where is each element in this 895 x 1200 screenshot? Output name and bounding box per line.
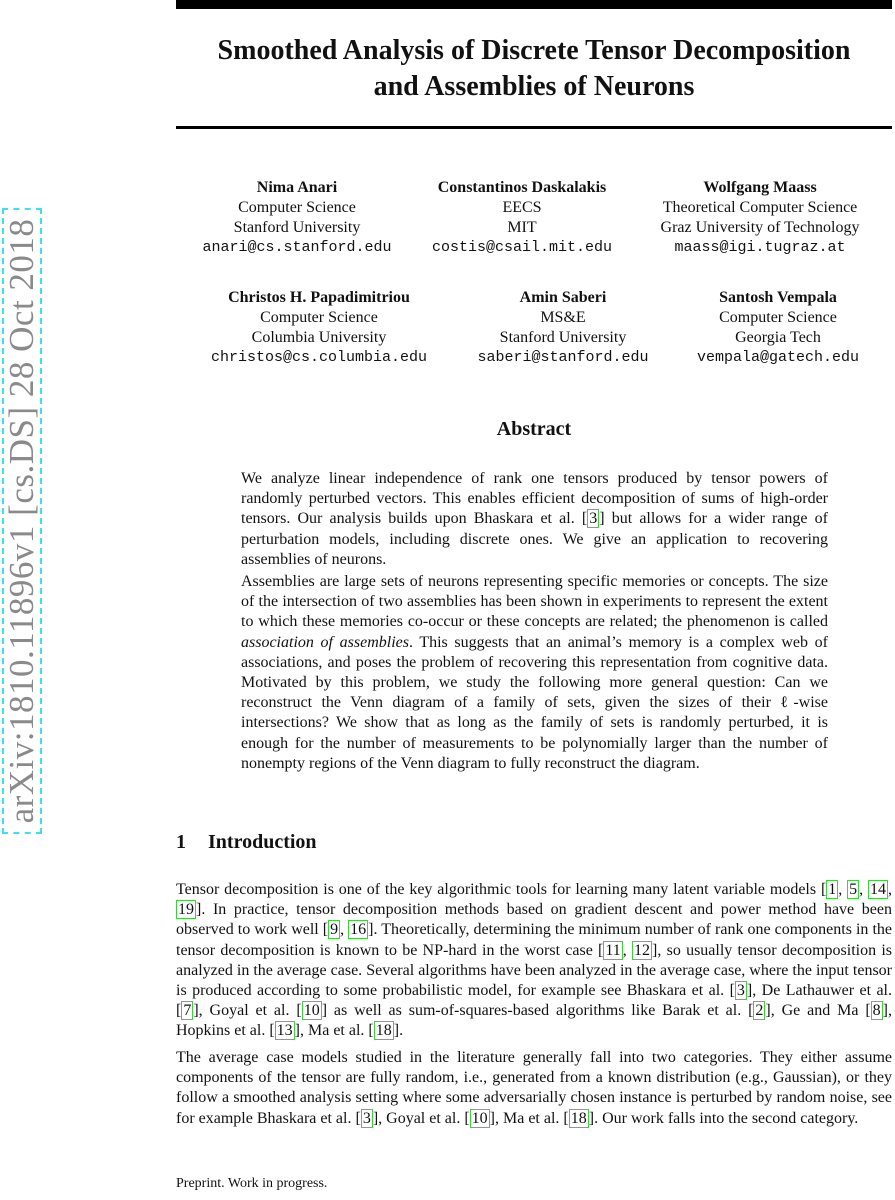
text-run: ], Goyal et al. [: [372, 1109, 470, 1127]
citation-link[interactable]: 16: [350, 921, 367, 939]
author-email[interactable]: anari@cs.stanford.edu: [202, 239, 392, 256]
top-rule: [176, 0, 892, 9]
citation-link[interactable]: 14: [870, 881, 886, 898]
abstract-paragraph-1: [241, 469, 828, 570]
author-name: Wolfgang Maass: [703, 179, 817, 196]
text-run: ,: [340, 921, 349, 939]
text-run: The average case models studied in the literature generally fall into two categories. They either assume components of the tensor are fully random, i.e., generated from a known distribution (e.g., Gaussian), or they follow a smoothed analysis setting where some adversarially chosen instance is perturbed by random noise, see for example Bhaskara et al. [: [176, 1049, 892, 1127]
citation-link[interactable]: 12: [634, 941, 651, 959]
section-heading: [176, 831, 317, 854]
emphasis-text: association of assemblies: [241, 633, 409, 651]
text-run: ] as well as sum-of-squares-based algorithms like Barak et al. [: [321, 1002, 754, 1020]
text-run: Assemblies are large sets of neurons representing specific memories or concepts. The size of the intersection of two assemblies has been shown in experiments to represent the extent to which these memories co-occur or these concepts are related; the phenomenon is called: [241, 573, 828, 631]
text-run: ], so usually tensor decomposition is analyzed in the average case. Several algorithms have been analyzed in the average case, where the input tensor is produced according to some probabilistic model, for example see Bhaskara et al. [: [176, 941, 893, 1000]
title-line-1: Smoothed Analysis of Discrete Tensor Decomposition: [217, 35, 851, 66]
author-inst: MIT: [507, 219, 537, 236]
citation-link[interactable]: 9: [330, 921, 339, 939]
author-dept: MS&E: [540, 309, 586, 326]
text-run: ]. In practice, tensor decomposition methods based on gradient descent and power method have been observed to work well [: [176, 901, 892, 939]
text-run: ] but allows for a wider range of perturbation models, including discrete ones. We give an application to recovering assemblies of neurons.: [241, 510, 828, 568]
citation-link[interactable]: 8: [872, 1002, 881, 1020]
text-run: ], Ma et al. [: [489, 1109, 569, 1127]
intro-paragraph-1: [176, 880, 892, 1042]
author-block: [202, 178, 391, 258]
citation-link[interactable]: 3: [589, 510, 598, 528]
title-line-2: and Assemblies of Neurons: [373, 71, 695, 102]
footnote: Preprint. Work in progress.: [176, 1176, 328, 1191]
section-number: 1: [176, 831, 186, 853]
citation-link[interactable]: 5: [849, 881, 858, 898]
author-email[interactable]: costis@csail.mit.edu: [431, 239, 613, 256]
citation-link[interactable]: 19: [178, 901, 194, 919]
author-block: [477, 288, 648, 368]
author-block: [211, 288, 427, 368]
text-run: ], Goyal et al. [: [193, 1002, 302, 1020]
text-run: ,: [838, 881, 848, 898]
author-dept: Theoretical Computer Science: [662, 199, 858, 216]
citation-link[interactable]: 3: [362, 1109, 371, 1127]
author-name: Santosh Vempala: [719, 289, 837, 306]
citation-link[interactable]: 1: [828, 881, 837, 898]
text-run: . This suggests that an animal’s memory is a complex web of associations, and poses the problem of recovering this representation from cognitive data. Motivated by this problem, we study the following more general question: Can we reconstruct the Venn diagram of a family of sets, given the sizes of their ℓ-wise intersections? We show that as long as the family of sets is randomly perturbed, it is enough for the number of measurements to be polynomially larger than the number of nonempty regions of the Venn diagram to fully reconstruct the diagram.: [241, 633, 828, 772]
paper-title: [176, 33, 892, 105]
author-inst: Georgia Tech: [735, 329, 821, 346]
text-run: ]. Our work falls into the second category.: [588, 1109, 859, 1127]
arxiv-stamp-text: arXiv:1810.11896v1 [cs.DS] 28 Oct 2018: [2, 218, 41, 824]
section-title: Introduction: [208, 831, 317, 853]
citation-link[interactable]: 3: [736, 982, 745, 1000]
author-name: Christos H. Papadimitriou: [228, 289, 410, 306]
citation-link[interactable]: 11: [605, 941, 621, 959]
text-run: ,: [888, 881, 892, 898]
author-dept: Computer Science: [238, 199, 356, 216]
text-run: We analyze linear independence of rank one tensors produced by tensor powers of randomly perturbed vectors. This enables efficient decomposition of sums of high-order tensors. Our analysis builds upon Bhaskara et al. [: [241, 470, 828, 528]
text-run: ].: [393, 1022, 404, 1040]
author-email[interactable]: vempala@gatech.edu: [696, 349, 860, 366]
citation-link[interactable]: 10: [303, 1002, 320, 1020]
author-dept: Computer Science: [260, 309, 378, 326]
text-run: ], Hopkins et al. [: [176, 1002, 892, 1040]
author-inst: Graz University of Technology: [660, 219, 860, 236]
author-name: Amin Saberi: [519, 289, 607, 306]
citation-link[interactable]: 7: [183, 1002, 192, 1020]
author-name: Constantinos Daskalakis: [437, 179, 607, 196]
author-email[interactable]: maass@igi.tugraz.at: [674, 239, 846, 256]
author-name: Nima Anari: [256, 179, 338, 196]
author-inst: Stanford University: [499, 329, 627, 346]
citation-link[interactable]: 13: [276, 1022, 293, 1040]
abstract-heading: Abstract: [496, 418, 572, 440]
author-dept: EECS: [502, 199, 542, 216]
text-run: ,: [859, 881, 868, 898]
author-inst: Columbia University: [251, 329, 387, 346]
text-run: ], Ma et al. [: [294, 1022, 374, 1040]
citation-link[interactable]: 18: [570, 1109, 587, 1127]
abstract-paragraph-2: [241, 572, 828, 774]
arxiv-stamp[interactable]: [2, 208, 42, 834]
text-run: ,: [622, 941, 633, 959]
title-rule: [176, 126, 892, 129]
author-block: [661, 178, 860, 258]
citation-link[interactable]: 18: [375, 1022, 392, 1040]
citation-link[interactable]: 2: [755, 1002, 764, 1020]
text-run: ]. Theoretically, determining the minimum number of rank one components in the tensor decomposition is known to be NP-hard in the worst case [: [176, 921, 893, 959]
citation-link[interactable]: 10: [471, 1109, 488, 1127]
author-dept: Computer Science: [719, 309, 837, 326]
author-inst: Stanford University: [233, 219, 361, 236]
text-run: ], Ge and Ma [: [765, 1002, 871, 1020]
author-block: [432, 178, 612, 258]
intro-paragraph-2: [176, 1048, 892, 1129]
author-email[interactable]: christos@cs.columbia.edu: [210, 349, 428, 366]
text-run: ], De Lathauwer et al. [: [176, 982, 893, 1020]
author-block: [697, 288, 859, 368]
text-run: Tensor decomposition is one of the key algorithmic tools for learning many latent variable models [: [176, 881, 827, 898]
author-email[interactable]: saberi@stanford.edu: [477, 349, 649, 366]
